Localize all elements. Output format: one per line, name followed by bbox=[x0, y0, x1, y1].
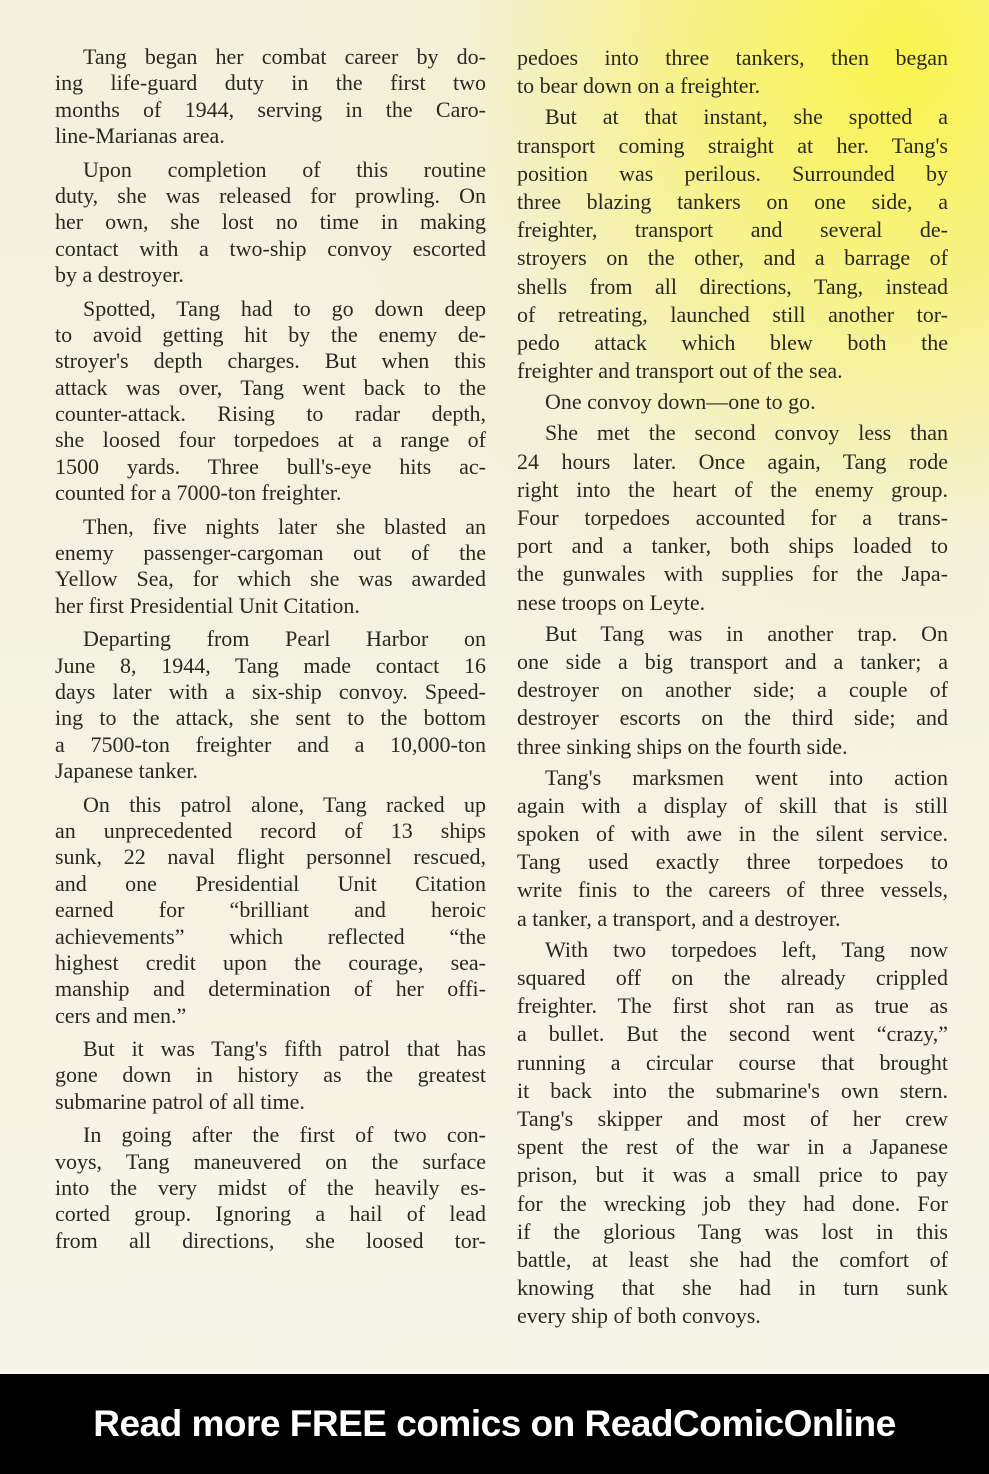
text-line: spoken of with awe in the silent service. bbox=[517, 821, 948, 847]
text-line: With two torpedoes left, Tang now bbox=[545, 936, 948, 962]
text-line: pedo attack which blew both the bbox=[517, 329, 948, 355]
article-column-left bbox=[55, 44, 486, 1254]
text-line: contact with a two-ship convoy escorted bbox=[55, 235, 486, 261]
text-line: counter-attack. Rising to radar depth, bbox=[55, 401, 486, 427]
text-line: One convoy down—one to go. bbox=[545, 389, 816, 415]
text-line: Tang's skipper and most of her crew bbox=[517, 1105, 948, 1131]
text-line: duty, she was released for prowling. On bbox=[55, 182, 486, 208]
text-line: But at that instant, she spotted a bbox=[545, 104, 948, 130]
text-line: squared off on the already crippled bbox=[517, 965, 948, 990]
text-line: freighter, transport and several de- bbox=[517, 217, 948, 243]
text-line: highest credit upon the courage, sea- bbox=[55, 949, 486, 975]
text-line: achievements” which reflected “the bbox=[55, 923, 486, 949]
text-line: for the wrecking job they had done. For bbox=[517, 1190, 948, 1216]
text-line: earned for “brilliant and heroic bbox=[55, 897, 486, 923]
text-line: running a circular course that brought bbox=[517, 1049, 948, 1075]
text-line: attack was over, Tang went back to the bbox=[55, 374, 486, 400]
paragraph bbox=[517, 936, 948, 1331]
paragraph bbox=[517, 388, 948, 416]
text-line: In going after the first of two con- bbox=[83, 1122, 486, 1148]
text-line: she loosed four torpedoes at a range of bbox=[55, 427, 486, 453]
text-line: into the very midst of the heavily es- bbox=[55, 1175, 486, 1201]
paragraph bbox=[517, 44, 948, 100]
text-line: line-Marianas area. bbox=[55, 123, 225, 149]
text-line: battle, at least she had the comfort of bbox=[517, 1246, 948, 1272]
paragraph bbox=[55, 514, 486, 620]
paragraph bbox=[517, 620, 948, 761]
text-line: sunk, 22 naval flight personnel rescued, bbox=[55, 844, 486, 870]
text-line: stroyers on the other, and a barrage of bbox=[517, 245, 948, 271]
text-line: Four torpedoes accounted for a trans- bbox=[517, 505, 948, 530]
text-line: to avoid getting hit by the enemy de- bbox=[55, 321, 486, 347]
text-line: freighter and transport out of the sea. bbox=[517, 358, 843, 384]
paragraph bbox=[517, 419, 948, 616]
paragraph bbox=[55, 1036, 486, 1115]
text-line: Yellow Sea, for which she was awarded bbox=[55, 566, 486, 592]
text-line: corted group. Ignoring a hail of lead bbox=[55, 1201, 486, 1227]
text-line: Tang's marksmen went into action bbox=[545, 764, 948, 790]
text-line: a bullet. But the second went “crazy,” bbox=[517, 1021, 948, 1047]
text-line: Tang used exactly three torpedoes to bbox=[517, 849, 948, 875]
text-line: counted for a 7000-ton freighter. bbox=[55, 480, 342, 506]
text-line: a 7500-ton freighter and a 10,000-ton bbox=[55, 731, 486, 757]
text-line: every ship of both convoys. bbox=[517, 1303, 761, 1329]
text-line: a tanker, a transport, and a destroyer. bbox=[517, 905, 841, 931]
text-line: Spotted, Tang had to go down deep bbox=[83, 295, 486, 321]
paragraph bbox=[517, 764, 948, 933]
text-line: days later with a six-ship convoy. Speed- bbox=[55, 678, 486, 704]
text-line: June 8, 1944, Tang made contact 16 bbox=[55, 652, 486, 678]
text-line: voys, Tang maneuvered on the surface bbox=[55, 1148, 486, 1174]
text-line: one side a big transport and a tanker; a bbox=[517, 648, 948, 674]
text-line: 24 hours later. Once again, Tang rode bbox=[517, 448, 948, 474]
text-line: from all directions, she loosed tor- bbox=[55, 1227, 486, 1253]
text-line: right into the heart of the enemy group. bbox=[517, 476, 948, 502]
text-line: three sinking ships on the fourth side. bbox=[517, 733, 848, 759]
text-line: and one Presidential Unit Citation bbox=[55, 870, 486, 896]
text-line: shells from all directions, Tang, instead bbox=[517, 273, 948, 299]
text-line: cers and men.” bbox=[55, 1002, 187, 1028]
article-column-right bbox=[517, 44, 948, 1330]
text-line: stroyer's depth charges. But when this bbox=[55, 348, 486, 374]
text-line: pedoes into three tankers, then began bbox=[517, 45, 948, 70]
paragraph bbox=[517, 103, 948, 385]
text-line: On this patrol alone, Tang racked up bbox=[83, 791, 486, 817]
text-line: Tang began her combat career by do- bbox=[83, 44, 486, 69]
text-line: write finis to the careers of three vessels, bbox=[517, 877, 948, 903]
text-line: ing life-guard duty in the first two bbox=[55, 70, 486, 96]
text-line: nese troops on Leyte. bbox=[517, 589, 706, 615]
text-line: gone down in history as the greatest bbox=[55, 1062, 486, 1088]
text-line: destroyer escorts on the third side; and bbox=[517, 705, 948, 731]
text-line: Upon completion of this routine bbox=[83, 156, 486, 182]
text-line: transport coming straight at her. Tang's bbox=[517, 132, 948, 158]
text-line: Departing from Pearl Harbor on bbox=[83, 626, 486, 652]
text-line: months of 1944, serving in the Caro- bbox=[55, 96, 486, 122]
text-line: if the glorious Tang was lost in this bbox=[517, 1218, 948, 1244]
promo-banner-text: Read more FREE comics on ReadComicOnline bbox=[93, 1403, 896, 1444]
text-line: spent the rest of the war in a Japanese bbox=[517, 1134, 948, 1160]
promo-banner[interactable] bbox=[0, 1374, 989, 1474]
text-line: her first Presidential Unit Citation. bbox=[55, 592, 360, 618]
text-line: of retreating, launched still another tor- bbox=[517, 301, 948, 327]
text-line: ing to the attack, she sent to the bottom bbox=[55, 705, 486, 731]
text-line: enemy passenger-cargoman out of the bbox=[55, 540, 486, 566]
text-line: the gunwales with supplies for the Japa- bbox=[517, 561, 948, 587]
text-line: 1500 yards. Three bull's-eye hits ac- bbox=[55, 453, 486, 479]
paragraph bbox=[55, 626, 486, 784]
text-line: knowing that she had in turn sunk bbox=[517, 1275, 948, 1301]
text-line: to bear down on a freighter. bbox=[517, 73, 761, 99]
text-line: her own, she lost no time in making bbox=[55, 209, 486, 235]
text-line: destroyer on another side; a couple of bbox=[517, 677, 948, 703]
paragraph bbox=[55, 44, 486, 150]
text-line: But it was Tang's fifth patrol that has bbox=[83, 1036, 486, 1062]
paragraph bbox=[55, 296, 486, 507]
text-line: port and a tanker, both ships loaded to bbox=[517, 533, 948, 559]
text-line: But Tang was in another trap. On bbox=[545, 620, 948, 646]
paragraph bbox=[55, 1122, 486, 1254]
text-line: Then, five nights later she blasted an bbox=[83, 513, 486, 539]
text-line: freighter. The first shot ran as true as bbox=[517, 993, 948, 1019]
text-line: prison, but it was a small price to pay bbox=[517, 1162, 948, 1188]
text-line: by a destroyer. bbox=[55, 262, 184, 288]
text-line: manship and determination of her offi- bbox=[55, 976, 486, 1002]
text-line: She met the second convoy less than bbox=[545, 420, 948, 446]
text-line: submarine patrol of all time. bbox=[55, 1088, 305, 1114]
text-line: an unprecedented record of 13 ships bbox=[55, 817, 486, 843]
text-line: Japanese tanker. bbox=[55, 758, 198, 784]
paragraph bbox=[55, 157, 486, 289]
text-line: again with a display of skill that is still bbox=[517, 792, 948, 818]
text-line: position was perilous. Surrounded by bbox=[517, 160, 948, 186]
text-line: three blazing tankers on one side, a bbox=[517, 188, 948, 214]
text-line: it back into the submarine's own stern. bbox=[517, 1077, 948, 1103]
paragraph bbox=[55, 792, 486, 1030]
